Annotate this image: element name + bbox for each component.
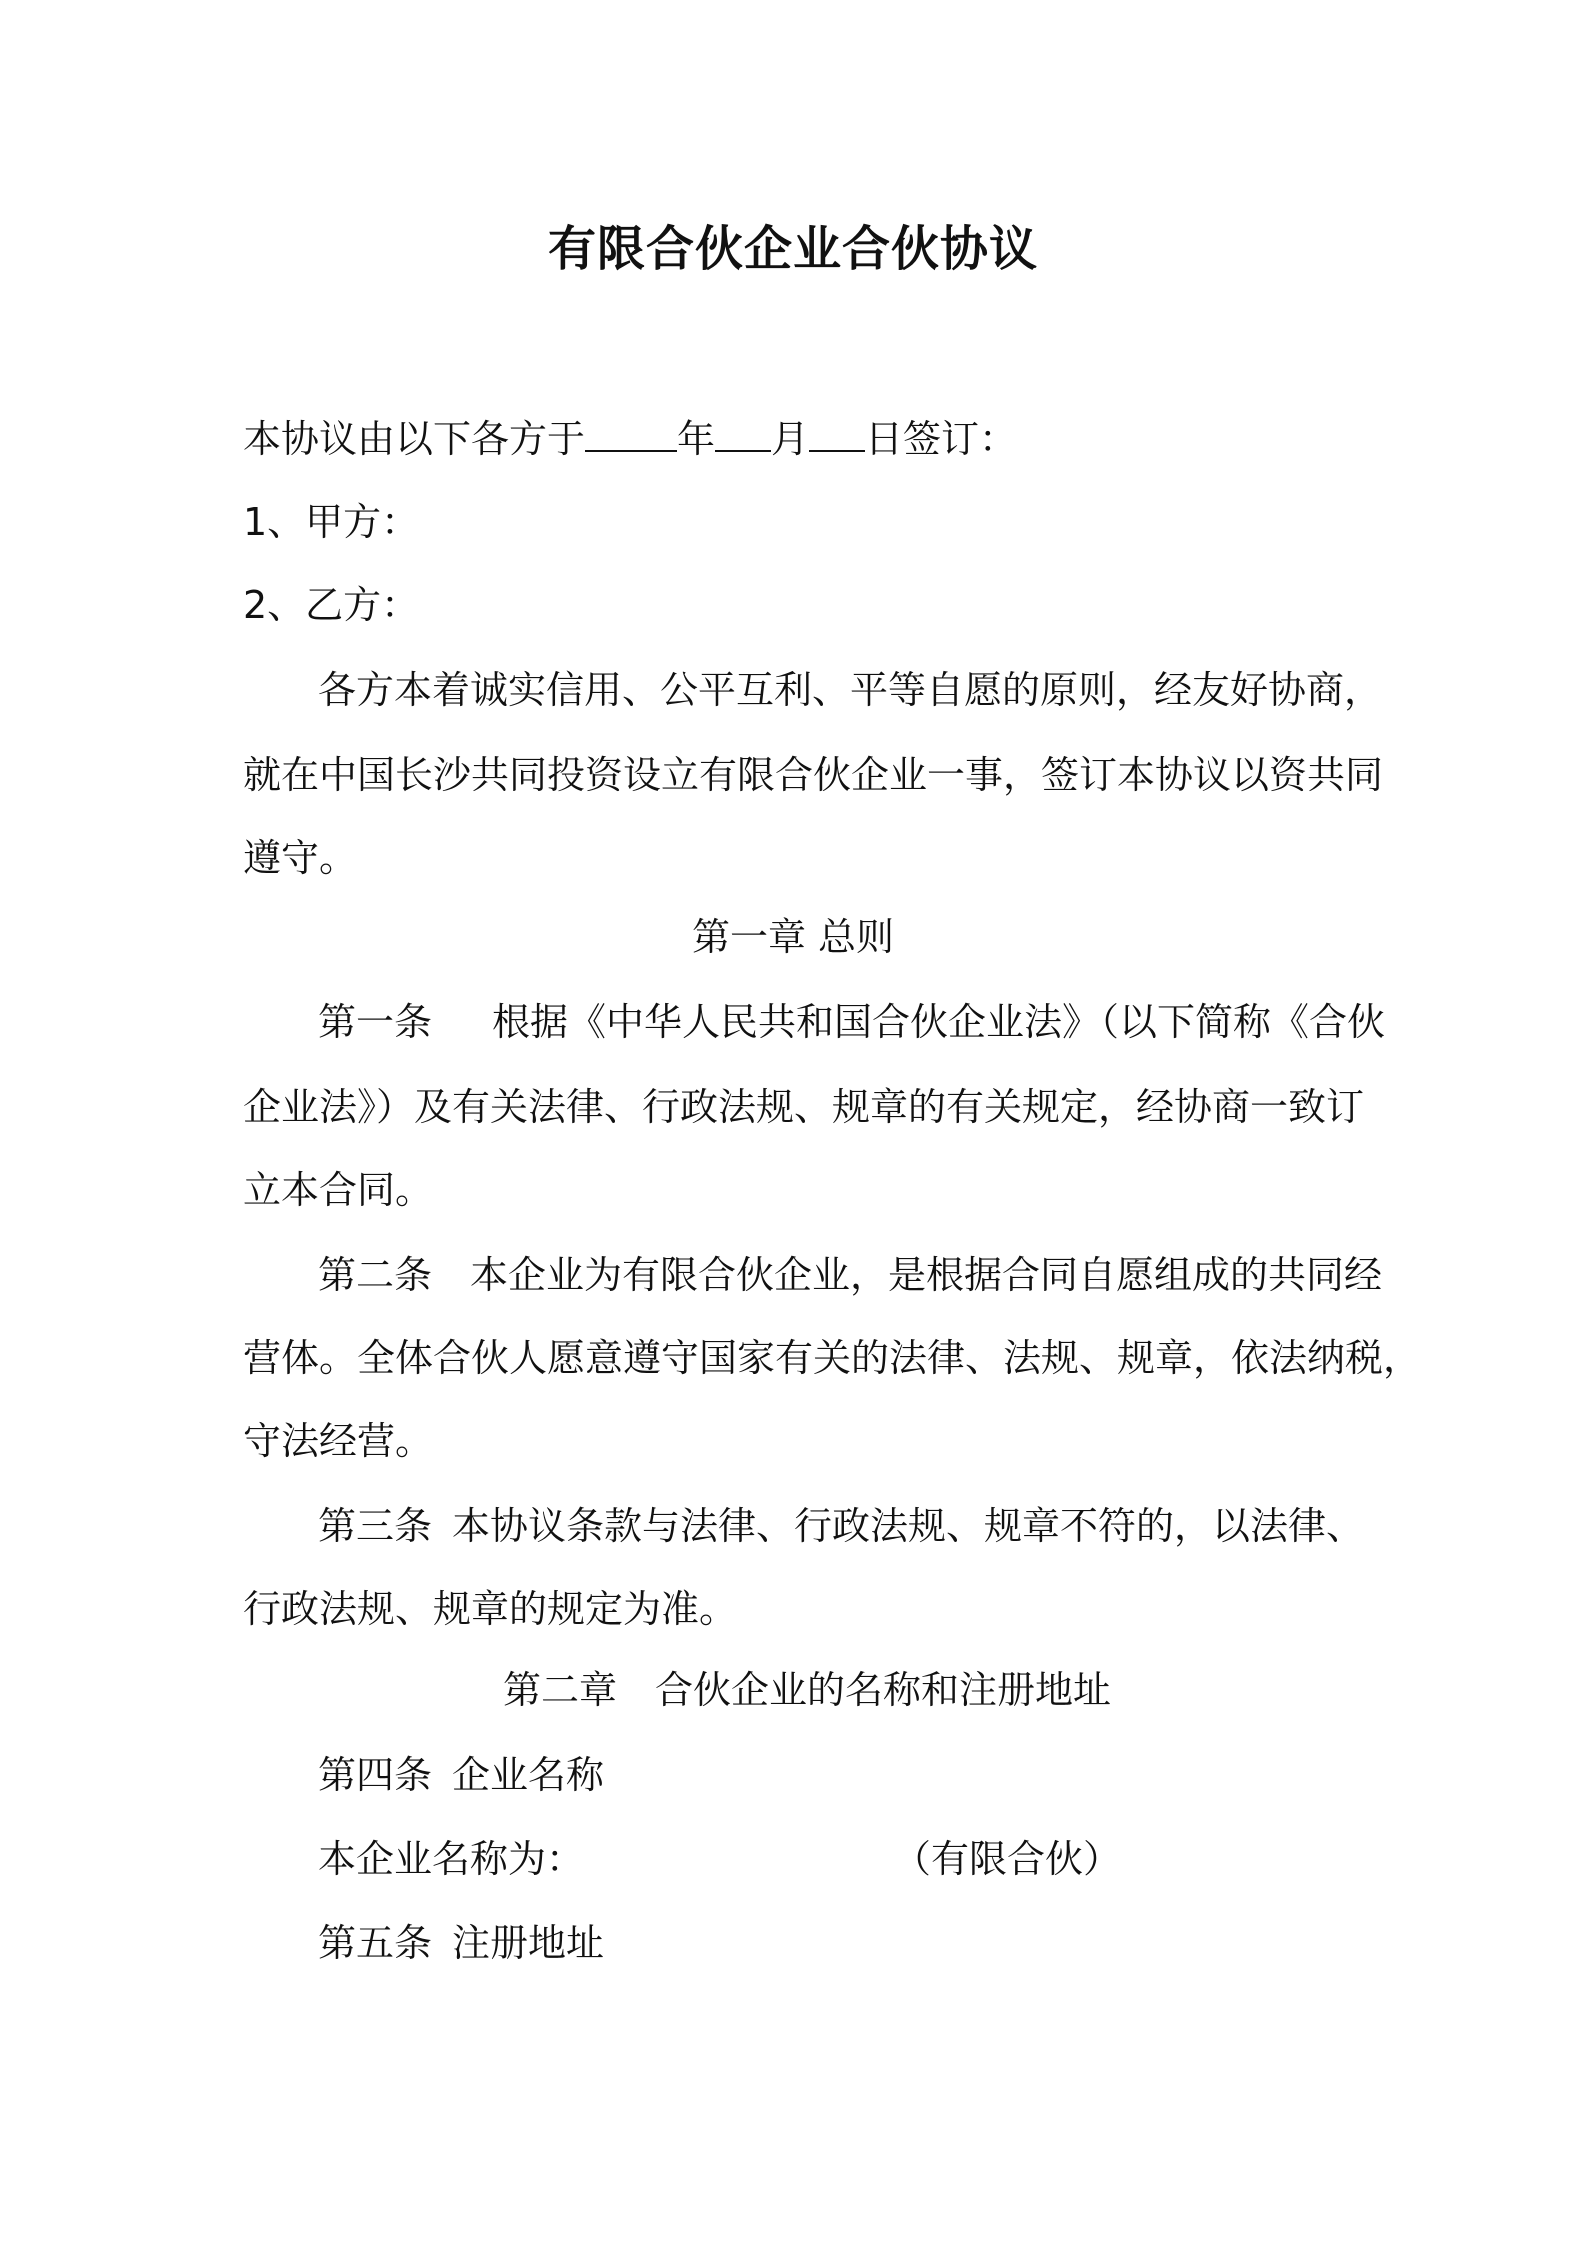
article-2-line-2: 营体。全体合伙人愿意遵守国家有关的法律、法规、规章，依法纳税， — [243, 1336, 1422, 1380]
preamble-line-2: 就在中国长沙共同投资设立有限合伙企业一事，签订本协议以资共同 — [243, 753, 1384, 797]
article-2-line-1 — [318, 1250, 1438, 1300]
preamble-line-3: 遵守。 — [243, 836, 358, 880]
article-3-line-2: 行政法规、规章的规定为准。 — [243, 1587, 738, 1631]
article-2-line-3: 守法经营。 — [243, 1419, 434, 1463]
intro-text: 本协议由以下各方于 — [243, 417, 586, 461]
signing-date-line — [243, 414, 1363, 464]
article-3-text-1: 本协议条款与法律、行政法规、规章不符的，以法律、 — [452, 1504, 1365, 1548]
month-label: 月 — [771, 417, 810, 461]
chapter-1-title: 总则 — [818, 915, 895, 959]
article-1-text-1: 根据《中华人民共和国合伙企业法》（以下简称《合伙 — [492, 1000, 1386, 1044]
chapter-1-heading — [0, 912, 1586, 962]
enterprise-name-suffix: （有限合伙） — [893, 1837, 1122, 1881]
chapter-1-number: 第一章 — [691, 915, 806, 959]
year-blank[interactable] — [585, 414, 677, 452]
article-3-number: 第三条 — [318, 1504, 433, 1548]
article-5-line — [318, 1918, 1438, 1968]
article-1-line-3: 立本合同。 — [243, 1168, 434, 1212]
article-1-number: 第一条 — [318, 1000, 433, 1044]
day-sign-label: 日签订： — [865, 417, 1018, 461]
article-4-title: 企业名称 — [452, 1753, 605, 1797]
article-3-line-1 — [318, 1501, 1438, 1551]
article-1-line-1 — [318, 997, 1438, 1047]
preamble-line-1: 各方本着诚实信用、公平互利、平等自愿的原则，经友好协商， — [318, 668, 1383, 712]
article-5-number: 第五条 — [318, 1921, 433, 1965]
chapter-2-title: 合伙企业的名称和注册地址 — [655, 1668, 1112, 1712]
party-b-line: 2、乙方： — [243, 583, 420, 627]
chapter-2-heading — [503, 1665, 1403, 1715]
day-blank[interactable] — [809, 414, 865, 452]
year-label: 年 — [677, 417, 716, 461]
article-2-text-1: 本企业为有限合伙企业，是根据合同自愿组成的共同经 — [470, 1253, 1383, 1297]
enterprise-name-label: 本企业名称为： — [318, 1837, 585, 1881]
document-title: 有限合伙企业合伙协议 — [547, 221, 1038, 277]
article-4-number: 第四条 — [318, 1753, 433, 1797]
article-2-number: 第二条 — [318, 1253, 433, 1297]
article-4-line — [318, 1750, 1438, 1800]
article-1-line-2: 企业法》）及有关法律、行政法规、规章的有关规定，经协商一致订 — [243, 1085, 1365, 1129]
chapter-2-number: 第二章 — [503, 1668, 618, 1712]
article-5-title: 注册地址 — [452, 1921, 605, 1965]
month-blank[interactable] — [715, 414, 771, 452]
party-a-line: 1、甲方： — [243, 500, 420, 544]
